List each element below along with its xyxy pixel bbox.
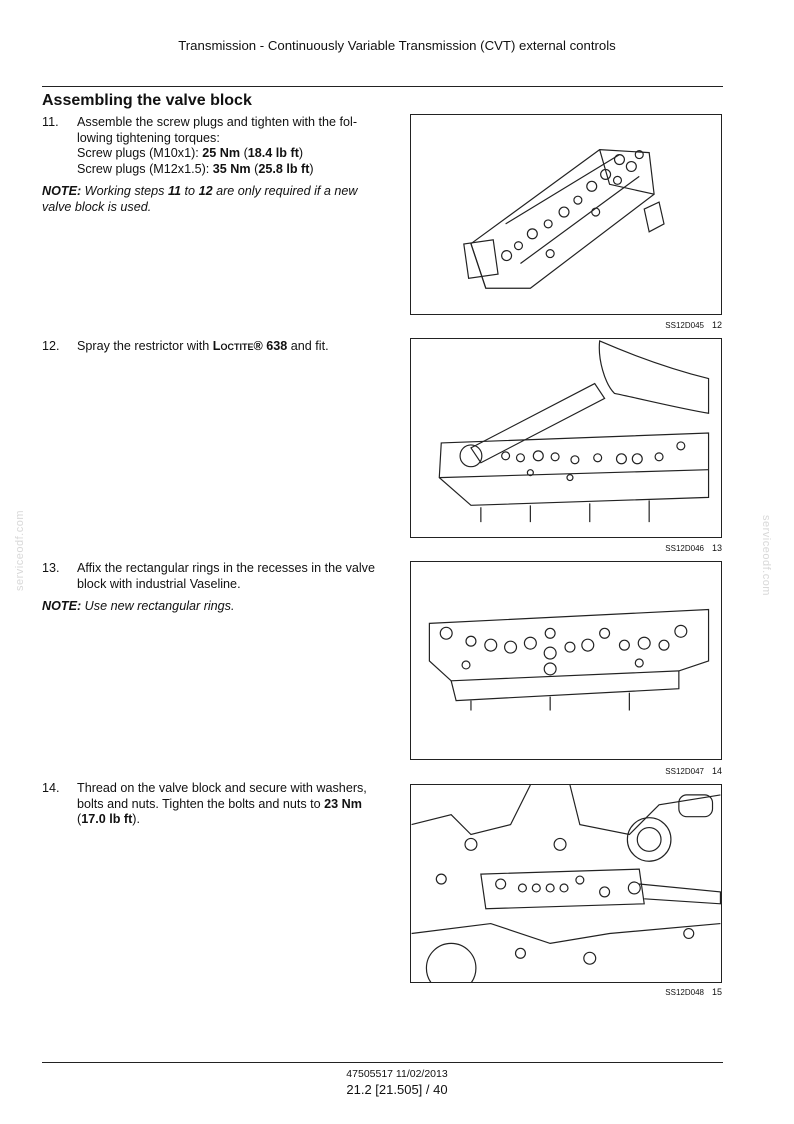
step-11 (42, 115, 384, 177)
torque-line-m12: Screw plugs (M12x1.5): 35 Nm (25.8 lb ft) (77, 161, 314, 176)
step-text-line: lowing tightening torques: (77, 130, 220, 145)
figure-caption (665, 543, 722, 553)
page-number: 21.2 [21.505] / 40 (346, 1082, 448, 1097)
section-title: Assembling the valve block (42, 92, 252, 109)
valve-block-illustration (411, 115, 721, 314)
step-number: 12. (42, 339, 60, 353)
figure-code: SS12D046 (665, 544, 704, 553)
step-13: 13. Affix the rectangular rings in the recesses in the valve block with industrial Vaseline. (42, 561, 375, 591)
torque-line-m10: Screw plugs (M10x1): 25 Nm (18.4 lb ft) (77, 146, 304, 160)
page-header-title: Transmission - Continuously Variable Transmission (CVT) external controls (178, 38, 616, 53)
figure-restrictor-tool (410, 338, 722, 538)
figure-number: 13 (711, 543, 722, 553)
figure-number: 12 (711, 320, 722, 330)
step-number: 14. (42, 781, 60, 795)
header-rule (42, 86, 723, 87)
rings-illustration (411, 562, 721, 759)
figure-valve-block-plugs (410, 114, 722, 315)
figure-caption (665, 320, 722, 330)
restrictor-illustration (411, 339, 721, 537)
figure-caption (665, 987, 722, 997)
figure-number: 15 (711, 987, 722, 997)
step-number: 13. (42, 561, 60, 575)
step-text-line: Assemble the screw plugs and tighten with the fol- (77, 115, 358, 129)
mounted-valve-illustration (411, 785, 721, 982)
figure-valve-block-mounted (410, 784, 722, 983)
figure-code: SS12D045 (665, 321, 704, 330)
watermark-right: serviceodf.com (760, 515, 772, 596)
note-rectangular-rings: NOTE: Use new rectangular rings. (42, 599, 235, 613)
watermark-left: serviceodf.com (14, 510, 26, 591)
figure-code: SS12D047 (665, 767, 704, 776)
step-12: 12. Spray the restrictor with Loctite® 638 and fit. (42, 339, 329, 353)
figure-number: 14 (711, 766, 722, 776)
step-14: 14. Thread on the valve block and secure with washers, bolts and nuts. Tighten the bolts and nuts to 23 Nm (17.0 lb ft). (42, 781, 367, 826)
figure-code: SS12D048 (665, 988, 704, 997)
footer-rule (42, 1062, 723, 1063)
product-name: Loctite® (212, 339, 263, 353)
step-number: 11. (42, 115, 59, 129)
figure-rectangular-rings (410, 561, 722, 760)
figure-caption (665, 766, 722, 776)
note-working-steps: NOTE: Working steps 11 to 12 are only required if a new valve block is used. (42, 184, 358, 214)
document-id: 47505517 11/02/2013 (346, 1068, 448, 1080)
